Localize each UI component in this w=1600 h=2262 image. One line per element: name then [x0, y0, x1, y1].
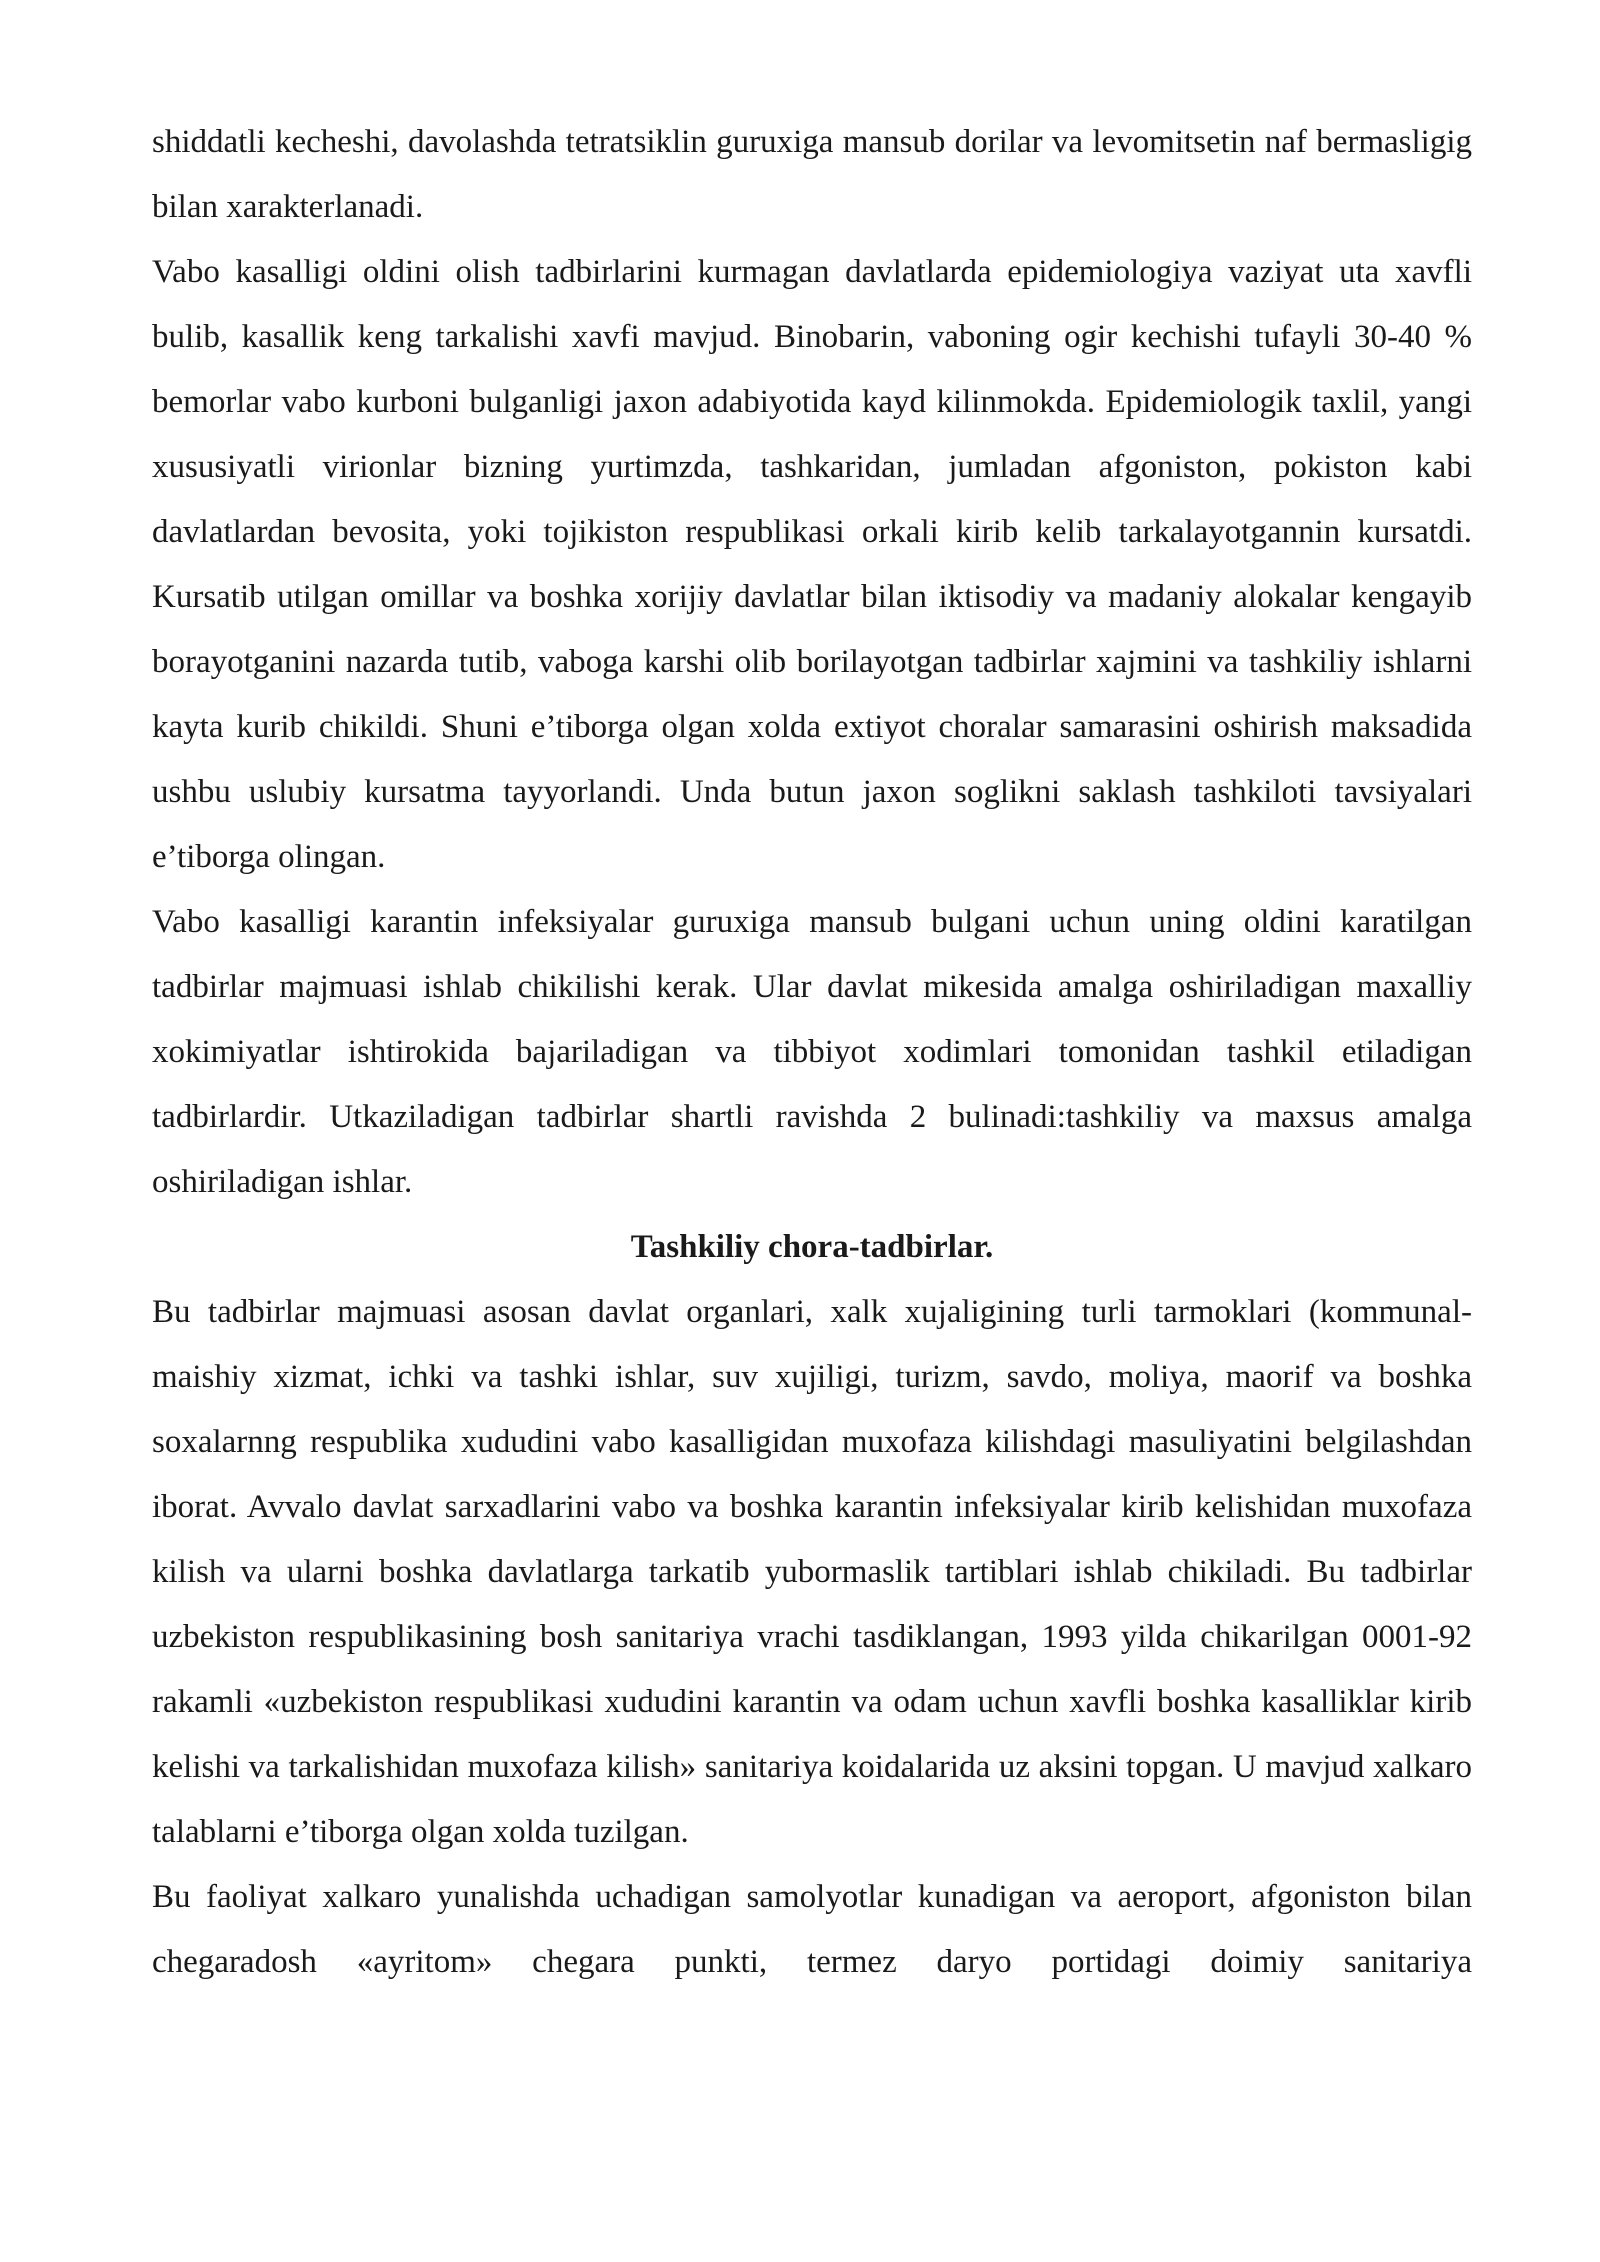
paragraph-continuation: shiddatli kecheshi, davolashda tetratsiklin guruxiga mansub dorilar va levomitsetin naf bermasligig bilan xarakterlanadi.	[152, 124, 1472, 225]
section-heading: Tashkiliy chora-tadbirlar.	[630, 1229, 994, 1265]
paragraph-organizational: Bu tadbirlar majmuasi asosan davlat organlari, xalk xujaligining turli tarmoklari (kommunal-maishiy xizmat, ichki va tashki ishlar, suv xujiligi, turizm, savdo, moliya, maorif va boshka soxalarnng respublika xududini vabo kasalligidan muxofaza kilishdagi masuliyatini belgilashdan iborat. Avvalo davlat sarxadlarini vabo va boshka karantin infeksiyalar kirib kelishidan muxofaza kilish va ularni boshka davlatlarga tarkatib yubormaslik tartiblari ishlab chikiladi. Bu tadbirlar uzbekiston respublikasining bosh sanitariya vrachi tasdiklangan, 1993 yilda chikarilgan 0001-92 rakamli «uzbekiston respublikasi xududini karantin va odam uchun xavfli boshka kasalliklar kirib kelishi va tarkalishidan muxofaza kilish» sanitariya koidalarida uz aksini topgan. U mavjud xalkaro talablarni e’tiborga olgan xolda tuzilgan.	[152, 1294, 1472, 1850]
paragraph-activity: Bu faoliyat xalkaro yunalishda uchadigan samolyotlar kunadigan va aeroport, afgoniston bilan chegaradosh «ayritom» chegara punkti, termez daryo portidagi doimiy sanitariya	[152, 1879, 1472, 1980]
document-body	[152, 110, 1472, 1995]
paragraph-quarantine: Vabo kasalligi karantin infeksiyalar guruxiga mansub bulgani uchun uning oldini karatilgan tadbirlar majmuasi ishlab chikilishi kerak. Ular davlat mikesida amalga oshiriladigan maxalliy xokimiyatlar ishtirokida bajariladigan va tibbiyot xodimlari tomonidan tashkil etiladigan tadbirlardir. Utkaziladigan tadbirlar shartli ravishda 2 bulinadi:tashkiliy va maxsus amalga oshiriladigan ishlar.	[152, 904, 1472, 1200]
paragraph-epidemiology: Vabo kasalligi oldini olish tadbirlarini kurmagan davlatlarda epidemiologiya vaziyat uta xavfli bulib, kasallik keng tarkalishi xavfi mavjud. Binobarin, vaboning ogir kechishi tufayli 30-40 % bemorlar vabo kurboni bulganligi jaxon adabiyotida kayd kilinmokda. Epidemiologik taxlil, yangi xususiyatli virionlar bizning yurtimzda, tashkaridan, jumladan afgoniston, pokiston kabi davlatlardan bevosita, yoki tojikiston respublikasi orkali kirib kelib tarkalayotgannin kursatdi. Kursatib utilgan omillar va boshka xorijiy davlatlar bilan iktisodiy va madaniy alokalar kengayib borayotganini nazarda tutib, vaboga karshi olib borilayotgan tadbirlar xajmini va tashkiliy ishlarni kayta kurib chikildi. Shuni e’tiborga olgan xolda extiyot choralar samarasini oshirish maksadida ushbu uslubiy kursatma tayyorlandi. Unda butun jaxon soglikni saklash tashkiloti tavsiyalari e’tiborga olingan.	[152, 254, 1472, 875]
